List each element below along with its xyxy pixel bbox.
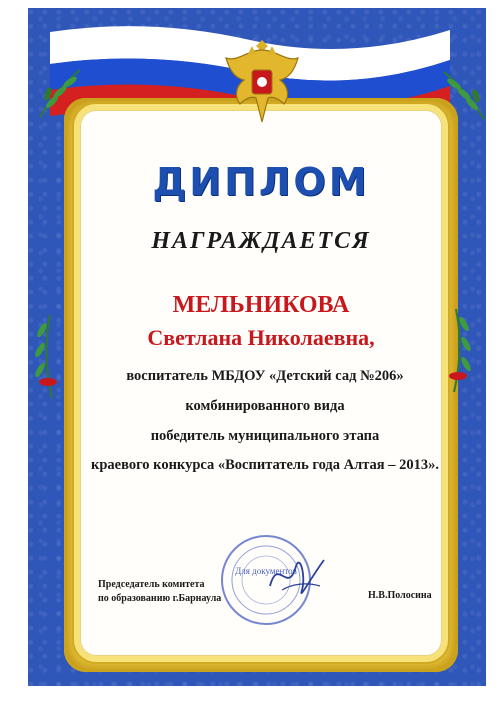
award-line-winner: победитель муниципального этапа <box>150 428 380 444</box>
recipient-surname: МЕЛЬНИКОВА <box>172 292 350 318</box>
position-line-2: по образованию г.Барнаула <box>98 593 222 604</box>
diploma-title: ДИПЛОМ <box>152 160 370 204</box>
awarded-heading: НАГРАЖДАЕТСЯ <box>151 228 371 254</box>
laurel-branch-icon <box>30 62 90 122</box>
stamp-text: Для документов <box>235 566 297 576</box>
signatory-name: Н.В.Полосина <box>368 590 432 601</box>
laurel-branch-icon <box>434 64 494 124</box>
position-line-1: Председатель комитета <box>98 579 205 590</box>
laurel-branch-icon <box>22 310 62 400</box>
recipient-name: Светлана Николаевна, <box>147 325 375 350</box>
signatory-position <box>98 578 221 606</box>
award-line-kindergarten-type: комбинированного вида <box>185 398 345 414</box>
coat-of-arms-icon <box>218 32 306 132</box>
handwritten-signature <box>262 546 332 606</box>
award-line-contest: краевого конкурса «Воспитатель года Алтая – 2013». <box>90 457 440 473</box>
award-line-position: воспитатель МБДОУ «Детский сад №206» <box>126 368 404 384</box>
